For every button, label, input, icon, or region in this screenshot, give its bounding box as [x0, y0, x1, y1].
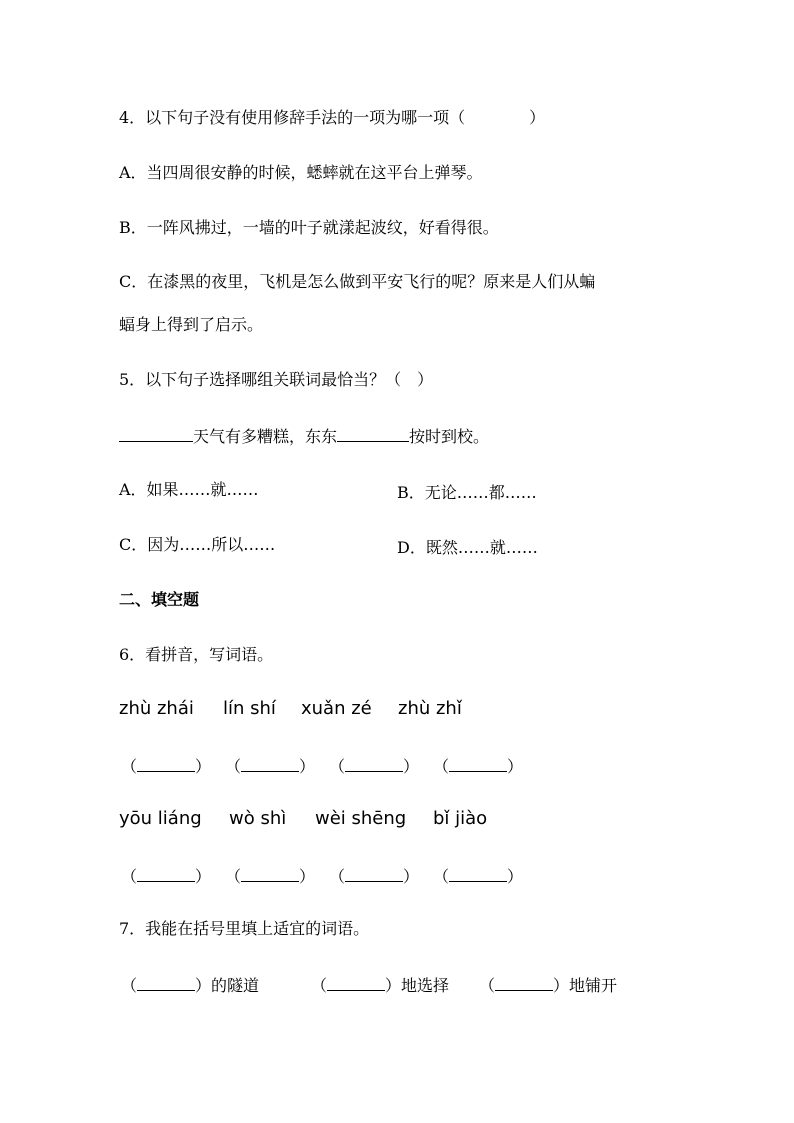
q6-pinyin: zhù zhǐ: [398, 698, 462, 719]
q6-pinyin: wèi shēng: [315, 808, 407, 829]
q6-pinyin: yōu liáng: [119, 808, 202, 829]
q7-answer-row: [121, 973, 721, 995]
answer-box[interactable]: （ ）: [433, 757, 524, 776]
q5-blank-1[interactable]: [119, 425, 193, 442]
answer-box[interactable]: （ ）: [225, 867, 316, 886]
q6-pinyin: xuǎn zé: [301, 698, 372, 719]
q6-answer-row1: [121, 754, 721, 776]
q5-option-d: D．既然……就……: [397, 538, 538, 557]
q7-item: （ ）地铺开: [479, 973, 617, 996]
answer-box[interactable]: （ ）: [329, 757, 420, 776]
q7-stem: 7．我能在括号里填上适宜的词语。: [119, 919, 370, 938]
q6-pinyin: lín shí: [223, 698, 276, 719]
answer-box[interactable]: （ ）: [225, 757, 316, 776]
q6-pinyin: bǐ jiào: [433, 808, 488, 829]
answer-box[interactable]: （ ）: [433, 867, 524, 886]
q4-option-b: B．一阵风拂过，一墙的叶子就漾起波纹，好看得很。: [119, 218, 499, 237]
q4-option-c-line2: 蝠身上得到了启示。: [119, 315, 264, 334]
q5-option-c: C．因为……所以……: [119, 535, 276, 554]
q7-item: （ ）的隧道: [121, 973, 259, 996]
q6-pinyin: zhù zhái: [119, 698, 194, 719]
answer-box[interactable]: （ ）: [479, 976, 570, 995]
q4-option-a: A．当四周很安静的时候，蟋蟀就在这平台上弹琴。: [119, 163, 483, 182]
q5-option-b: B．无论……都……: [397, 483, 537, 502]
q5-blank-2[interactable]: [337, 425, 409, 442]
q4-option-c-line1: C．在漆黑的夜里，飞机是怎么做到平安飞行的呢？原来是人们从蝙: [119, 272, 596, 291]
section-title: 二、填空题: [119, 590, 200, 609]
q5-sentence: [119, 425, 489, 447]
answer-box[interactable]: （ ）: [121, 867, 212, 886]
answer-box[interactable]: （ ）: [329, 867, 420, 886]
q5-sentence-end: 按时到校。: [409, 427, 490, 446]
q6-pinyin-row1: [119, 698, 719, 722]
q6-answer-row2: [121, 864, 721, 886]
q5-stem: 5．以下句子选择哪组关联词最恰当？（ ）: [119, 370, 434, 389]
q6-pinyin: wò shì: [229, 808, 287, 829]
q7-item: （ ）地选择: [311, 973, 449, 996]
q4-stem: 4．以下句子没有使用修辞手法的一项为哪一项（ ）: [119, 108, 546, 127]
q5-options-row1: [119, 480, 259, 500]
answer-box[interactable]: （ ）: [121, 757, 212, 776]
q5-option-a: A．如果……就……: [119, 480, 259, 499]
q6-stem: 6．看拼音，写词语。: [119, 645, 274, 664]
q6-pinyin-row2: [119, 808, 719, 832]
q5-options-row2: [119, 535, 275, 555]
answer-box[interactable]: （ ）: [121, 976, 212, 995]
answer-box[interactable]: （ ）: [311, 976, 402, 995]
q5-sentence-mid: 天气有多糟糕，东东: [193, 427, 338, 446]
